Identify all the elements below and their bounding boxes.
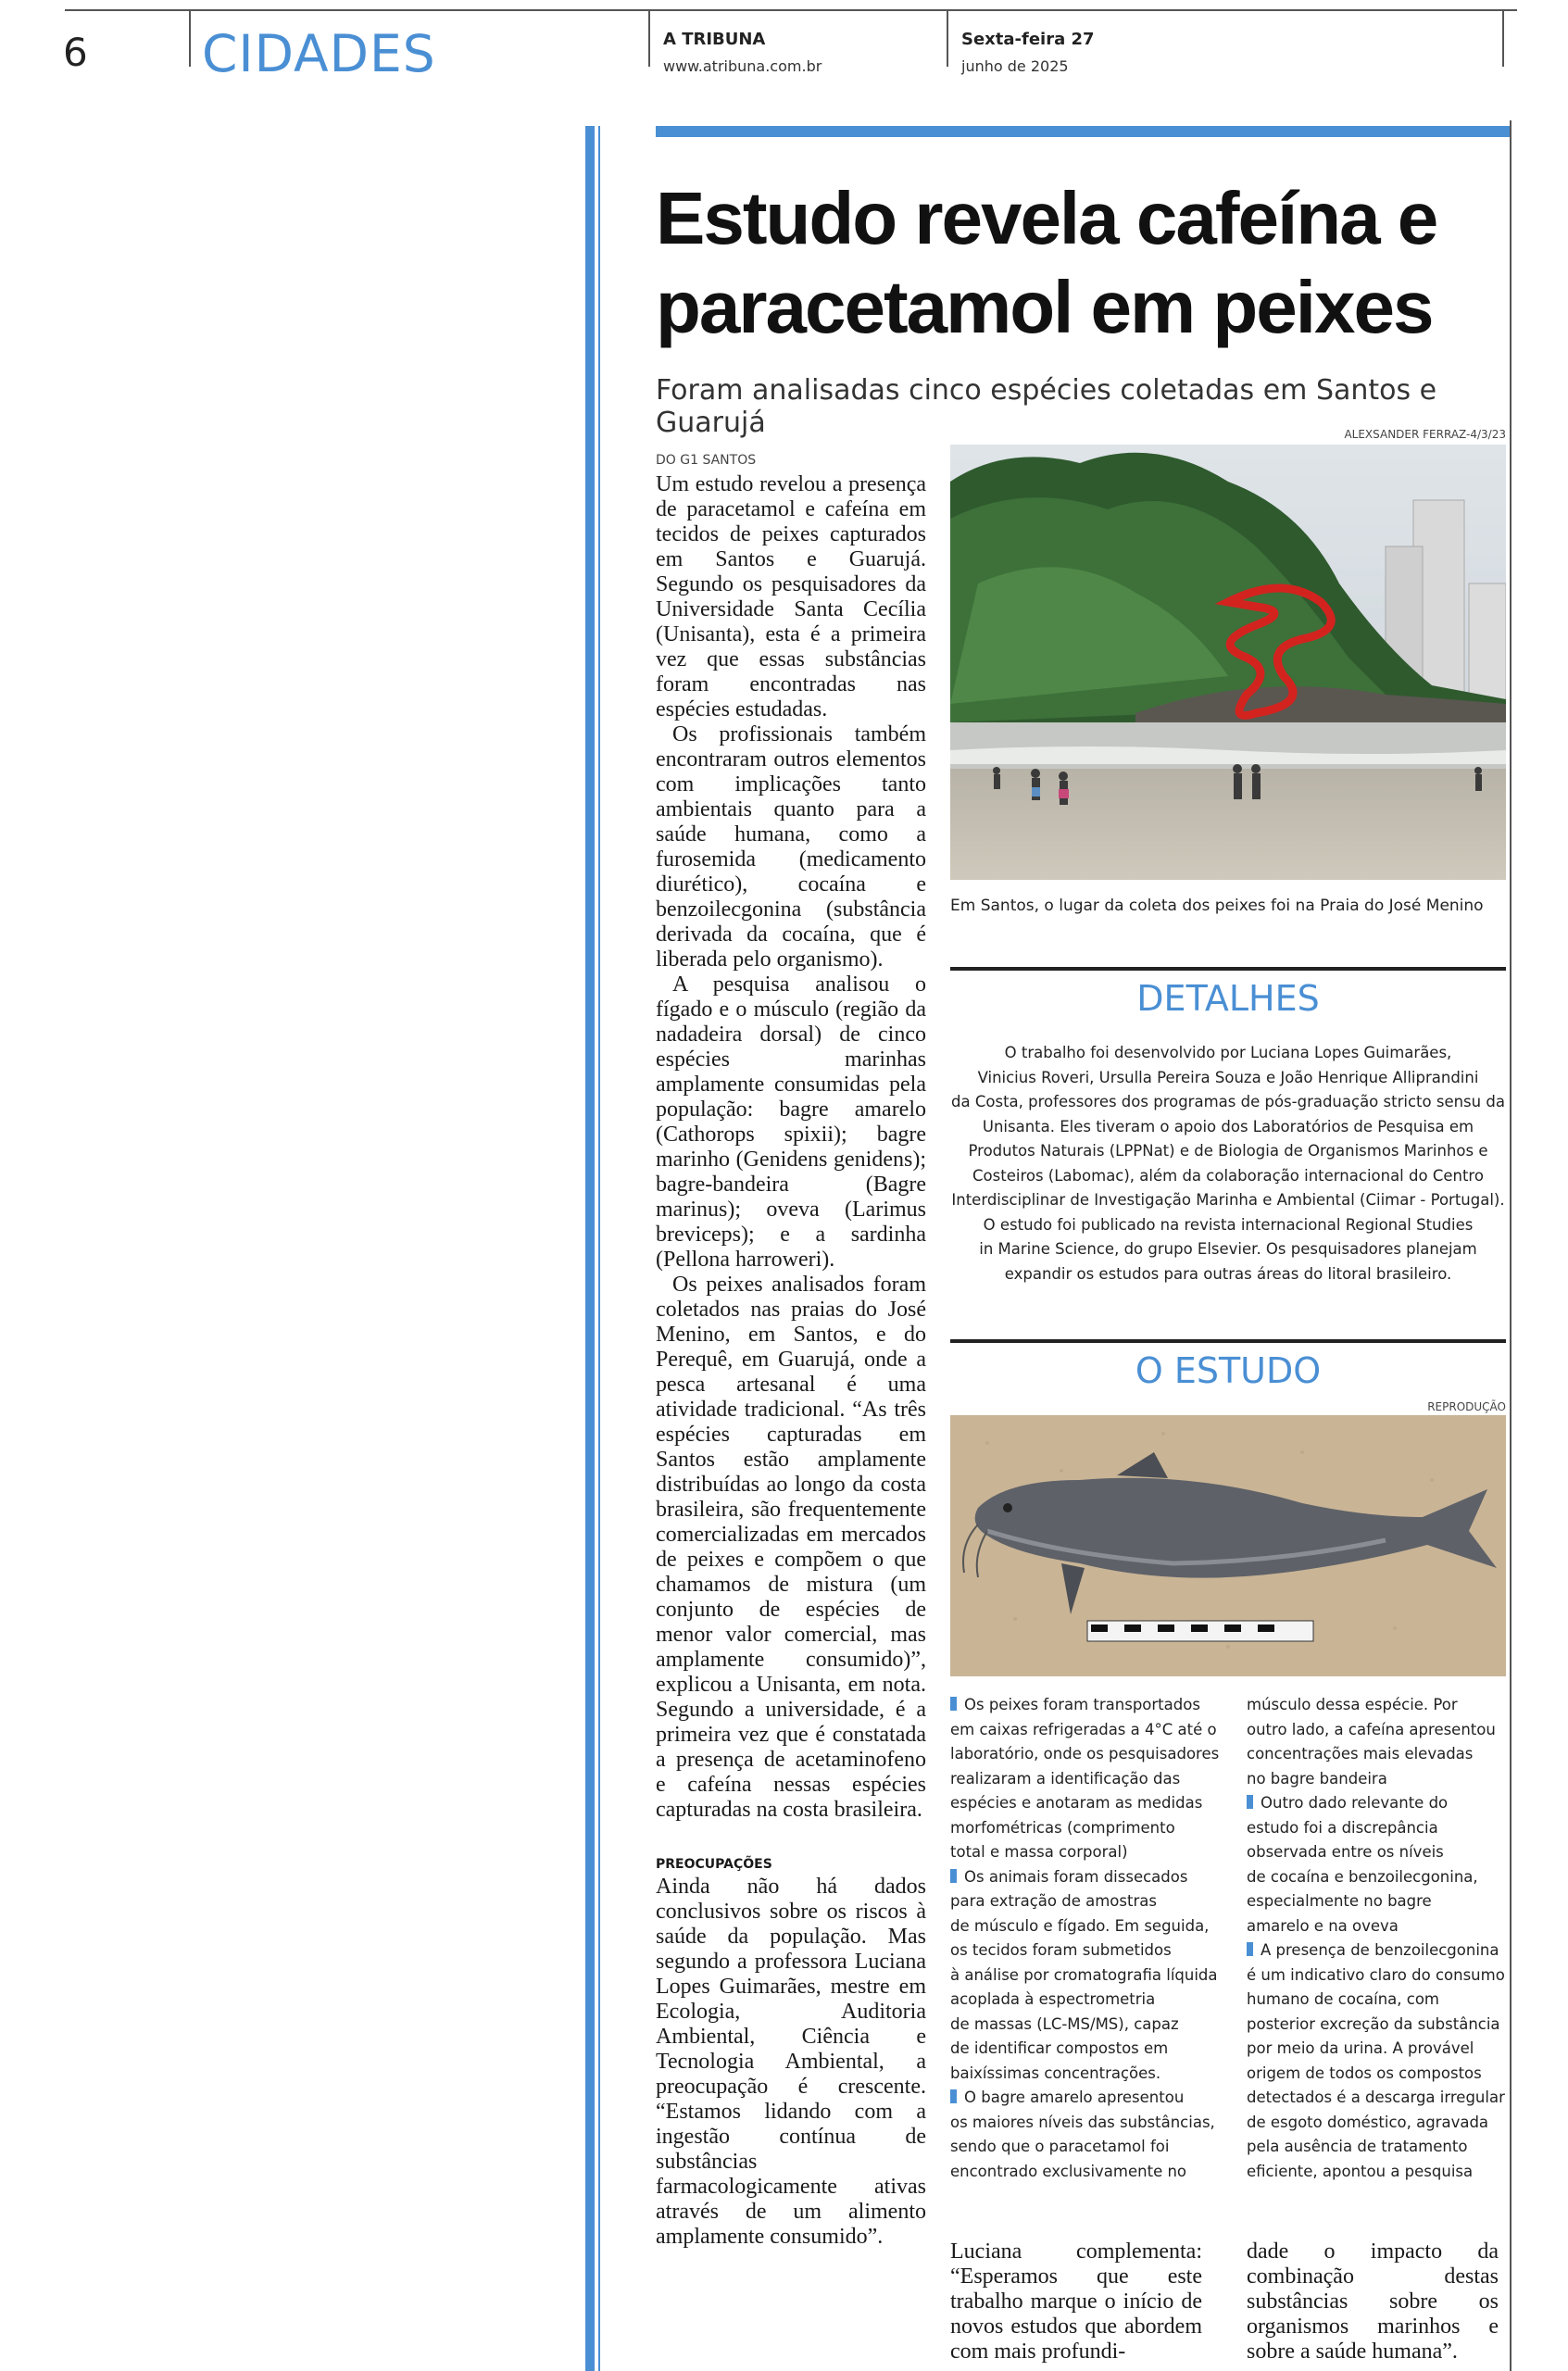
detalhes-rule — [950, 967, 1506, 971]
estudo-line: sendo que o paracetamol foi — [950, 2138, 1170, 2155]
estudo-line: de identificar compostos em — [950, 2039, 1169, 2057]
body-paragraph: Os profissionais também encontraram outros elementos com implicações tanto ambientais quanto para a saúde humana, como a furosemida (medicamento diurético), cocaína e benzoilecgonina (substância derivada da cocaína, que é liberada pelo organismo). — [656, 722, 926, 972]
estudo-line: pela ausência de tratamento — [1247, 2138, 1468, 2155]
detalhes-line: expandir os estudos para outras áreas do litoral brasileiro. — [1004, 1264, 1452, 1283]
detalhes-line: O trabalho foi desenvolvido por Luciana Lopes Guimarães, — [1004, 1044, 1452, 1061]
detalhes-line: Produtos Naturais (LPPNat) e de Biologia de Organismos Marinhos e — [968, 1142, 1488, 1160]
estudo-line: observada entre os níveis — [1247, 1843, 1444, 1861]
article-body — [656, 452, 926, 2250]
estudo-rule — [950, 1339, 1506, 1343]
estudo-line: eficiente, apontou a pesquisa — [1247, 2162, 1474, 2180]
estudo-line — [1247, 1791, 1517, 1816]
beach-photo-illustration — [950, 445, 1506, 880]
body-paragraph: A pesquisa analisou o fígado e o músculo (região da nadadeira dorsal) de cinco espécies marinhas amplamente consumidas pela população: bagre amarelo (Cathorops spixii); bagre marinho (Genidens genidens); bagre-bandeira (Bagre marinus); oveva (Larimus breviceps); e a sardinha (Pellona harroweri). — [656, 972, 926, 1272]
detalhes-line: Unisanta. Eles tiveram o apoio dos Laboratórios de Pesquisa em — [982, 1117, 1474, 1135]
estudo-line: de massas (LC-MS/MS), capaz — [950, 2014, 1179, 2033]
estudo-line: em caixas refrigeradas a 4°C até o — [950, 1720, 1217, 1738]
estudo-line: encontrado exclusivamente no — [950, 2162, 1187, 2180]
estudo-line: posterior excreção da substância — [1247, 2014, 1500, 2033]
estudo-line — [950, 1693, 1221, 1718]
body-paragraph: Os peixes analisados foram coletados nas praias do José Menino, em Santos, e do Perequê, em Guarujá, onde a pesca artesanal é uma atividade tradicional. “As três espécies capturadas em Santos estão amplamente distribuídas ao longo da costa brasileira, são frequentemente comercializadas em mercados de peixes e compõem o que chamamos de mistura (um conjunto de espécies de menor valor comercial, mas amplamente consumido)”, explicou a Unisanta, em nota. Segundo a universidade, é a primeira vez que é constatada a presença de acetaminofeno e cafeína nessas espécies capturadas na costa brasileira. — [656, 1273, 926, 1822]
estudo-line: especialmente no bagre — [1247, 1892, 1432, 1910]
estudo-line: realizaram a identificação das — [950, 1769, 1181, 1788]
bullet-marker — [1247, 1795, 1253, 1809]
estudo-line: espécies e anotaram as medidas — [950, 1794, 1203, 1812]
estudo-column-2 — [1247, 1693, 1517, 2184]
estudo-line: acoplada à espectrometria — [950, 1990, 1156, 2008]
bullet-marker — [950, 1697, 957, 1711]
body-paragraph: Um estudo revelou a presença de paracetamol e cafeína em tecidos de peixes capturados em Santos e Guarujá. Segundo os pesquisadores da Universidade Santa Cecília (Unisanta), esta é a primeira vez que essas substâncias foram encontradas nas espécies estudadas. — [656, 472, 926, 721]
estudo-line — [950, 1865, 1221, 1890]
bullet-marker — [950, 1869, 957, 1883]
estudo-text: A presença de benzoilecgonina — [1261, 1941, 1499, 1959]
estudo-line — [1247, 1938, 1517, 1963]
estudo-line: de cocaína e benzoilecgonina, — [1247, 1867, 1478, 1886]
detalhes-text — [950, 1041, 1506, 1286]
issue-date-month: junho de 2025 — [961, 57, 1069, 75]
detalhes-title: DETALHES — [1136, 978, 1320, 1019]
estudo-line — [950, 2086, 1221, 2111]
estudo-title: O ESTUDO — [1135, 1350, 1322, 1391]
closing-paragraph-part2: dade o impacto da combinação destas substâncias sobre os organismos marinhos e sobre a saúde humana”. — [1247, 2239, 1499, 2364]
article-subheadline: Foram analisadas cinco espécies coletadas em Santos e Guarujá — [656, 374, 1437, 439]
header-separator — [648, 9, 650, 67]
article-left-bar-thin — [598, 126, 600, 2371]
page-number: 6 — [63, 30, 88, 75]
estudo-line: outro lado, a cafeína apresentou — [1247, 1720, 1496, 1738]
estudo-text: Os peixes foram transportados — [964, 1696, 1200, 1713]
estudo-line: músculo dessa espécie. Por — [1247, 1696, 1458, 1713]
detalhes-line: Costeiros (Labomac), além da colaboração internacional do Centro — [972, 1166, 1484, 1185]
estudo-line: para extração de amostras — [950, 1892, 1157, 1910]
section-name: CIDADES — [202, 24, 436, 83]
estudo-column-1 — [950, 1693, 1221, 2184]
estudo-line: morfométricas (comprimento — [950, 1818, 1175, 1837]
detalhes-line: O estudo foi publicado na revista internacional Regional Studies — [983, 1215, 1474, 1234]
estudo-line: total e massa corporal) — [950, 1843, 1128, 1861]
header-separator — [947, 9, 948, 67]
article-headline: Estudo revela cafeína e paracetamol em peixes — [656, 177, 1437, 348]
detalhes-line: da Costa, professores dos programas de pós-graduação stricto sensu da — [951, 1093, 1505, 1110]
detalhes-line: in Marine Science, do grupo Elsevier. Os pesquisadores planejam — [979, 1240, 1477, 1258]
photo-credit: ALEXSANDER FERRAZ-4/3/23 — [1344, 428, 1506, 441]
beach-photo — [950, 445, 1506, 880]
header-rule — [65, 9, 1517, 11]
bullet-marker — [1247, 1942, 1253, 1956]
estudo-text: Outro dado relevante do — [1261, 1794, 1449, 1812]
estudo-line: os maiores níveis das substâncias, — [950, 2113, 1215, 2131]
estudo-line: estudo foi a discrepância — [1247, 1818, 1438, 1837]
estudo-line: origem de todos os compostos — [1247, 2064, 1482, 2082]
body-subheading: PREOCUPAÇÕES — [656, 1857, 772, 1872]
estudo-line: por meio da urina. A provável — [1247, 2039, 1474, 2057]
fish-photo — [950, 1415, 1506, 1676]
estudo-line: à análise por cromatografia líquida — [950, 1965, 1218, 1984]
estudo-line: no bagre bandeira — [1247, 1769, 1387, 1788]
estudo-line: humano de cocaína, com — [1247, 1990, 1439, 2008]
estudo-line: concentrações mais elevadas — [1247, 1745, 1474, 1763]
photo-credit: REPRODUÇÃO — [1427, 1400, 1506, 1413]
estudo-line: é um indicativo claro do consumo — [1247, 1965, 1505, 1984]
estudo-line: de músculo e fígado. Em seguida, — [950, 1916, 1210, 1935]
photo-caption: Em Santos, o lugar da coleta dos peixes foi na Praia do José Menino — [950, 897, 1484, 915]
estudo-line: de esgoto doméstico, agravada — [1247, 2113, 1489, 2131]
closing-paragraph-part1: Luciana complementa: “Esperamos que este trabalho marque o início de novos estudos que abordem com mais profundi- — [950, 2239, 1202, 2364]
estudo-line: baixíssimas concentrações. — [950, 2064, 1161, 2082]
fish-photo-illustration — [950, 1415, 1506, 1676]
issue-date-day: Sexta-feira 27 — [961, 30, 1095, 49]
estudo-line: detectados é a descarga irregular — [1247, 2089, 1505, 2106]
estudo-line: laboratório, onde os pesquisadores — [950, 1745, 1220, 1763]
detalhes-line: Vinicius Roveri, Ursulla Pereira Souza e João Henrique Alliprandini — [977, 1068, 1479, 1086]
header-separator — [1502, 9, 1504, 67]
header-separator — [189, 9, 191, 67]
article-left-bar — [585, 126, 595, 2371]
bullet-marker — [950, 2089, 957, 2103]
article-top-band — [656, 126, 1510, 137]
newspaper-name: A TRIBUNA — [663, 30, 766, 49]
newspaper-url[interactable]: www.atribuna.com.br — [663, 57, 822, 75]
detalhes-line: Interdisciplinar de Investigação Marinha e Ambiental (Ciimar - Portugal). — [951, 1191, 1505, 1209]
estudo-text: O bagre amarelo apresentou — [964, 2089, 1185, 2106]
estudo-line: os tecidos foram submetidos — [950, 1941, 1172, 1959]
estudo-text: Os animais foram dissecados — [964, 1867, 1188, 1886]
byline: DO G1 SANTOS — [656, 453, 757, 468]
estudo-line: amarelo e na oveva — [1247, 1916, 1399, 1935]
body-paragraph: Ainda não há dados conclusivos sobre os riscos à saúde da população. Mas segundo a professora Luciana Lopes Guimarães, mestre em Ecologia, Auditoria Ambiental, Ciência e Tecnologia Ambiental, a preocupação é crescente. “Estamos lidando com a ingestão contínua de substâncias farmacologicamente ativas através de um alimento amplamente consumido”. — [656, 1875, 926, 2249]
